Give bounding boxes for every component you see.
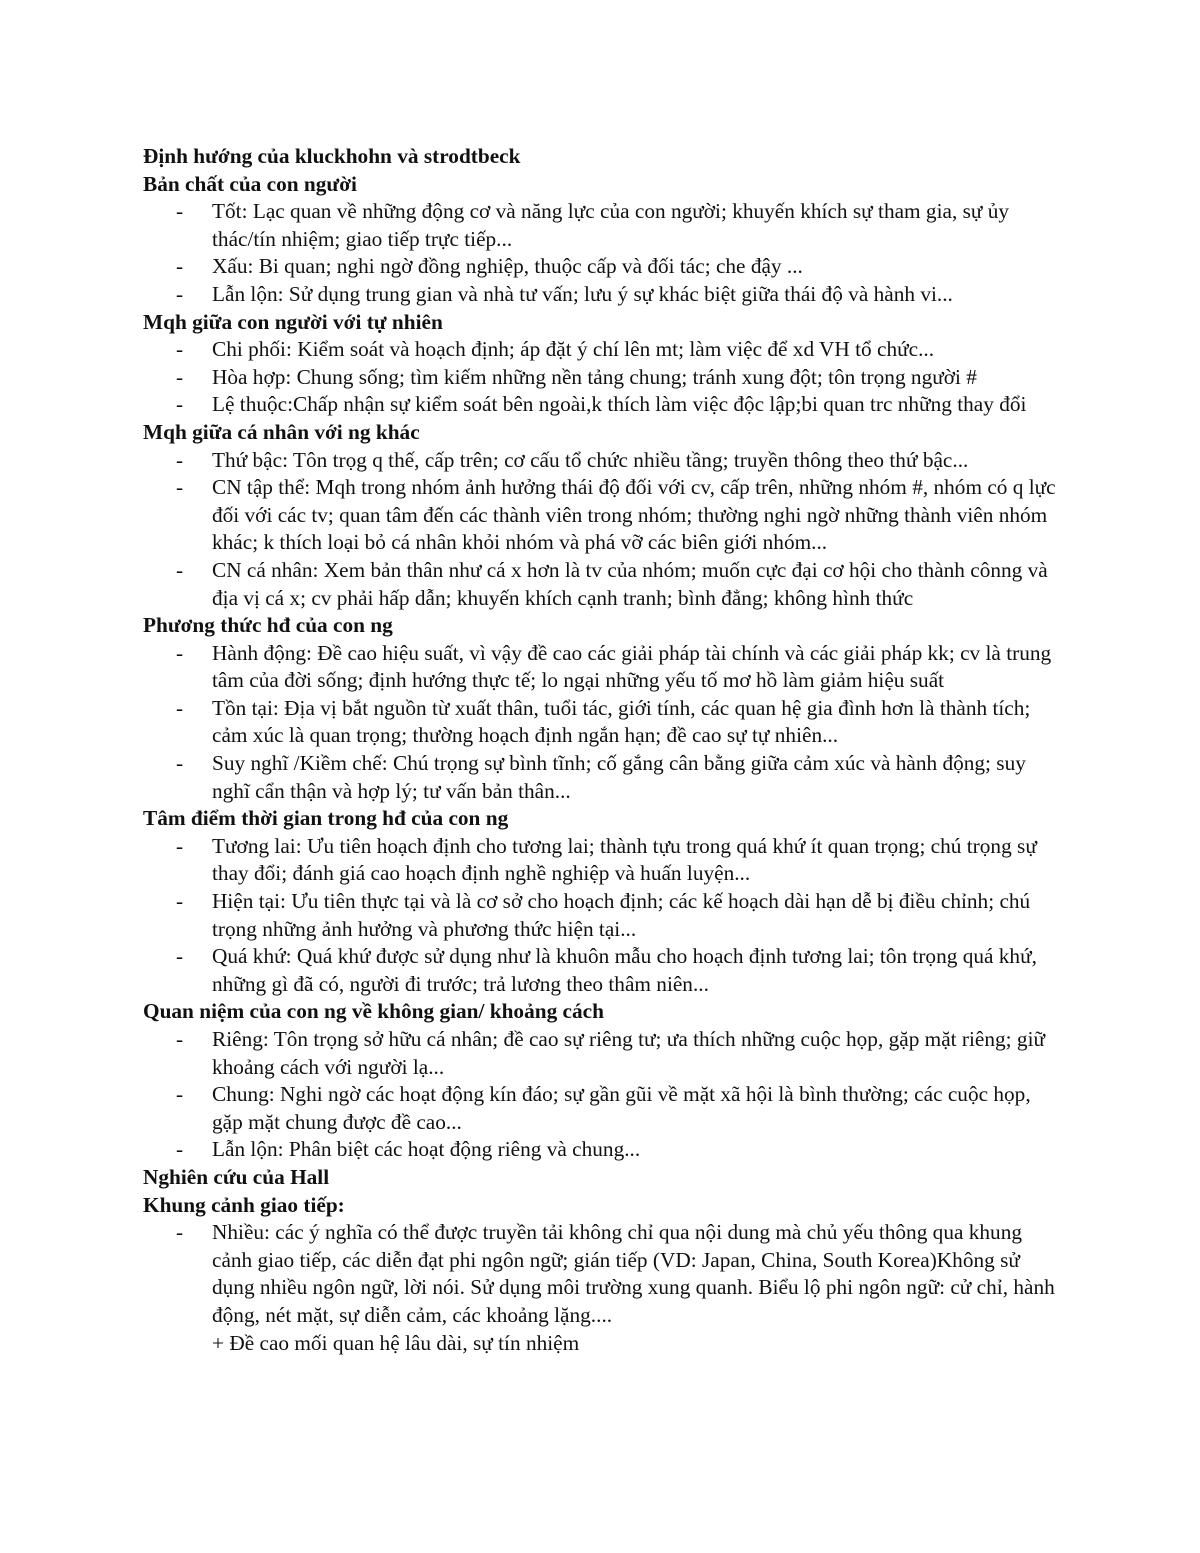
bullet-dash: - (176, 337, 184, 362)
bullet-dash: - (176, 447, 184, 472)
list-item-text: Hiện tại: Ưu tiên thực tại và là cơ sở cho hoạch định; các kế hoạch dài hạn dễ bị điều chỉnh; chú trọng những ảnh hưởng và phương thức hiện tại... (212, 889, 1031, 941)
list-item (143, 1081, 1063, 1136)
list-item-text: Lẫn lộn: Phân biệt các hoạt động riêng và chung... (212, 1137, 641, 1162)
bullet-dash: - (176, 1027, 184, 1051)
list-item (143, 447, 1063, 475)
bullet-dash: - (176, 392, 184, 417)
list-item (143, 253, 1063, 281)
list-item-text: Suy nghĩ /Kiềm chế: Chú trọng sự bình tĩnh; cố gắng cân bằng giữa cảm xúc và hành động; suy nghĩ cẩn thận và hợp lý; tư vấn bản thân... (212, 751, 1026, 803)
bullet-dash: - (176, 1220, 184, 1245)
list-item (143, 557, 1063, 612)
section-heading: Mqh giữa con người với tự nhiên (143, 309, 443, 334)
sub-note: + Đề cao mối quan hệ lâu dài, sự tín nhiệm (212, 1330, 580, 1355)
list-item-text: Tốt: Lạc quan về những động cơ và năng lực của con người; khuyến khích sự tham gia, sự ủy thác/tín nhiệm; giao tiếp trực tiếp... (212, 199, 1010, 251)
bullet-list (143, 640, 1063, 806)
list-item (143, 695, 1063, 750)
section-heading: Mqh giữa cá nhân với ng khác (143, 419, 420, 444)
bullet-list (143, 1219, 1063, 1329)
bullet-dash: - (176, 281, 184, 306)
list-item-text: Nhiều: các ý nghĩa có thể được truyền tải không chỉ qua nội dung mà chủ yếu thông qua khung cảnh giao tiếp, các diễn đạt phi ngôn ngữ; gián tiếp (VD: Japan, China, South Korea)Không sử dụng nhiều ngôn ngữ, lời nói. Sử dụng môi trường xung quanh. Biểu lộ phi ngôn ngữ: cử chỉ, hành động, nét mặt, sự diễn cảm, các khoảng lặng.... (212, 1220, 1055, 1327)
bullet-list (143, 198, 1063, 308)
list-item (143, 640, 1063, 695)
list-item (143, 336, 1063, 364)
list-item-text: CN cá nhân: Xem bản thân như cá x hơn là tv của nhóm; muốn cực đại cơ hội cho thành cônng và địa vị cá x; cv phải hấp dẫn; khuyến khích cạnh tranh; bình đẳng; không hình thức (212, 557, 1048, 610)
bullet-dash: - (176, 833, 184, 858)
list-item-text: Hành động: Đề cao hiệu suất, vì vậy đề cao các giải pháp tài chính và các giải pháp kk; cv là trung tâm của đời sống; định hướng thực tế; lo ngại những yếu tố mơ hồ làm giảm hiệu suất (212, 640, 1052, 693)
list-item (143, 750, 1063, 805)
section-heading: Phương thức hđ của con ng (143, 613, 393, 638)
list-item (143, 281, 1063, 309)
list-item (143, 474, 1063, 557)
list-item (143, 888, 1063, 943)
bullet-list (143, 336, 1063, 419)
bullet-dash: - (176, 199, 184, 224)
list-item (143, 391, 1063, 419)
bullet-list (143, 1026, 1063, 1164)
list-item-text: Hòa hợp: Chung sống; tìm kiếm những nền tảng chung; tránh xung đột; tôn trọng người # (212, 364, 977, 389)
list-item-text: Thứ bậc: Tôn trọg q thế, cấp trên; cơ cấu tổ chức nhiều tầng; truyền thông theo thứ bậc... (212, 447, 969, 472)
bullet-dash: - (176, 1137, 184, 1162)
document-page (143, 143, 1063, 1357)
bullet-dash: - (176, 1082, 184, 1107)
list-item (143, 364, 1063, 392)
list-item (143, 833, 1063, 888)
list-item (143, 943, 1063, 998)
list-item-text: Quá khứ: Quá khứ được sử dụng như là khuôn mẫu cho hoạch định tương lai; tôn trọng quá khứ, những gì đã có, người đi trước; trả lương theo thâm niên... (212, 944, 1037, 996)
bullet-dash: - (176, 751, 184, 776)
section-subheading: Khung cảnh giao tiếp: (143, 1192, 345, 1217)
list-item-text: Lẫn lộn: Sử dụng trung gian và nhà tư vấn; lưu ý sự khác biệt giữa thái độ và hành vi... (212, 281, 953, 306)
section-heading: Bản chất của con người (143, 171, 357, 196)
list-item-text: Chi phối: Kiểm soát và hoạch định; áp đặt ý chí lên mt; làm việc để xd VH tổ chức... (212, 337, 935, 362)
document-title: Định hướng của kluckhohn và strodtbeck (143, 144, 521, 168)
bullet-list (143, 447, 1063, 613)
list-item (143, 1219, 1063, 1329)
list-item-text: Xấu: Bi quan; nghi ngờ đồng nghiệp, thuộc cấp và đối tác; che đậy ... (212, 254, 803, 279)
bullet-dash: - (176, 254, 184, 279)
list-item-text: Chung: Nghi ngờ các hoạt động kín đáo; sự gần gũi về mặt xã hội là bình thường; các cuộc họp, gặp mặt chung được đề cao... (212, 1082, 1031, 1134)
bullet-dash: - (176, 475, 184, 500)
section-heading: Quan niệm của con ng về không gian/ khoảng cách (143, 999, 604, 1024)
bullet-dash: - (176, 557, 184, 582)
bullet-dash: - (176, 944, 184, 969)
list-item (143, 198, 1063, 253)
list-item (143, 1136, 1063, 1164)
bullet-list (143, 833, 1063, 999)
section-heading: Tâm điểm thời gian trong hđ của con ng (143, 806, 509, 831)
bullet-dash: - (176, 695, 184, 720)
list-item (143, 1026, 1063, 1081)
list-item-text: Tồn tại: Địa vị bắt nguồn từ xuất thân, tuổi tác, giới tính, các quan hệ gia đình hơn là thành tích; cảm xúc là quan trọng; thường hoạch định ngắn hạn; đề cao sự tự nhiên... (212, 695, 1031, 748)
section-heading: Nghiên cứu của Hall (143, 1164, 330, 1189)
list-item-text: CN tập thể: Mqh trong nhóm ảnh hưởng thái độ đối với cv, cấp trên, những nhóm #, nhóm có q lực đối với các tv; quan tâm đến các thành viên trong nhóm; thường nghi ngờ những thành viên nhóm khác; k thích loại bỏ cá nhân khỏi nhóm và phá vỡ các biên giới nhóm... (212, 475, 1056, 555)
list-item-text: Lệ thuộc:Chấp nhận sự kiểm soát bên ngoài,k thích làm việc độc lập;bi quan trc những thay đổi (212, 392, 1027, 417)
bullet-dash: - (176, 364, 184, 389)
bullet-dash: - (176, 889, 184, 914)
list-item-text: Tương lai: Ưu tiên hoạch định cho tương lai; thành tựu trong quá khứ ít quan trọng; chú trọng sự thay đổi; đánh giá cao hoạch định nghề nghiệp và huấn luyện... (212, 833, 1037, 886)
bullet-dash: - (176, 640, 184, 665)
list-item-text: Riêng: Tôn trọng sở hữu cá nhân; đề cao sự riêng tư; ưa thích những cuộc họp, gặp mặt riêng; giữ khoảng cách với người lạ... (212, 1027, 1046, 1079)
